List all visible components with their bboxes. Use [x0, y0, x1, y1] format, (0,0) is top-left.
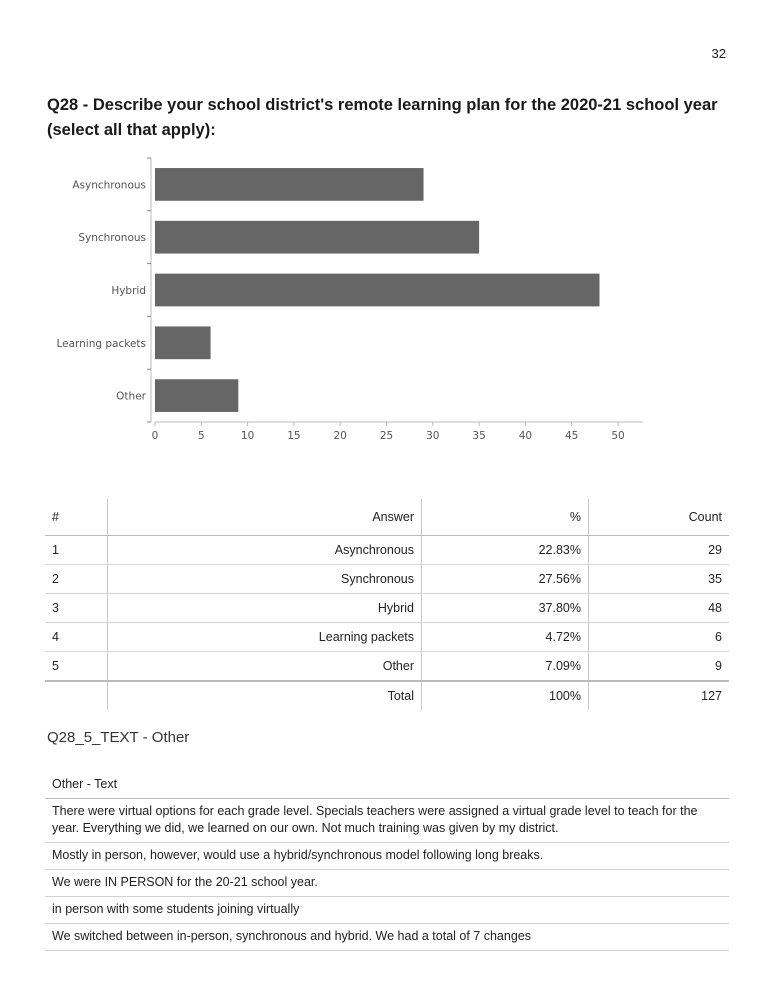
row-answer: Other	[108, 652, 422, 682]
x-tick-label: 25	[379, 430, 394, 442]
other-text-header: Other - Text	[45, 772, 729, 799]
row-pct: 37.80%	[422, 594, 589, 623]
list-item: in person with some students joining virtually	[45, 897, 729, 924]
header-pct: %	[422, 499, 589, 536]
row-num: 1	[45, 536, 108, 565]
total-pct: 100%	[422, 681, 589, 710]
results-table	[45, 499, 729, 710]
bar	[155, 379, 238, 412]
y-category-label: Learning packets	[56, 337, 146, 350]
row-count: 6	[589, 623, 730, 652]
question-title: Q28 - Describe your school district's remote learning plan for the 2020-21 school year (select all that apply):	[47, 96, 718, 139]
x-tick-label: 0	[151, 430, 159, 442]
y-category-label: Hybrid	[111, 285, 146, 297]
row-pct: 27.56%	[422, 565, 589, 594]
page-number: 32	[711, 46, 726, 61]
row-pct: 4.72%	[422, 623, 589, 652]
row-count: 29	[589, 536, 730, 565]
row-answer: Learning packets	[108, 623, 422, 652]
table-header-row	[45, 499, 729, 536]
table-total-row	[45, 681, 729, 710]
table-row	[45, 623, 729, 652]
x-tick-label: 20	[333, 430, 347, 442]
row-count: 35	[589, 565, 730, 594]
list-item: We switched between in-person, synchronous and hybrid. We had a total of 7 changes	[45, 924, 729, 951]
table-row	[45, 536, 729, 565]
row-answer: Hybrid	[108, 594, 422, 623]
other-text-title: Q28_5_TEXT - Other	[47, 729, 190, 746]
bar-chart	[0, 150, 774, 450]
total-num-cell	[45, 681, 108, 710]
table-row	[45, 594, 729, 623]
row-count: 48	[589, 594, 730, 623]
x-tick-label: 15	[287, 430, 301, 442]
x-tick-label: 30	[426, 430, 440, 442]
total-label: Total	[108, 681, 422, 710]
list-item: Mostly in person, however, would use a hybrid/synchronous model following long breaks.	[45, 843, 729, 870]
row-pct: 7.09%	[422, 652, 589, 682]
bar	[155, 274, 599, 307]
row-num: 3	[45, 594, 108, 623]
bar	[155, 326, 211, 359]
table-row	[45, 652, 729, 682]
row-pct: 22.83%	[422, 536, 589, 565]
list-item: There were virtual options for each grade level. Specials teachers were assigned a virtual grade level to teach for the year. Everything we did, we learned on our own. Not much training was given by my district.	[45, 799, 729, 843]
row-answer: Synchronous	[108, 565, 422, 594]
y-category-label: Other	[116, 390, 146, 403]
row-num: 5	[45, 652, 108, 682]
x-tick-label: 35	[472, 430, 486, 442]
total-count: 127	[701, 689, 722, 703]
row-num: 2	[45, 565, 108, 594]
x-tick-label: 45	[565, 430, 579, 442]
y-category-label: Asynchronous	[72, 179, 146, 192]
header-num: #	[45, 499, 108, 536]
header-count: Count	[589, 499, 730, 536]
x-tick-label: 5	[197, 430, 205, 442]
row-answer: Asynchronous	[108, 536, 422, 565]
x-tick-label: 50	[611, 430, 625, 442]
y-category-label: Synchronous	[78, 232, 146, 245]
row-count: 9	[589, 652, 730, 682]
header-answer: Answer	[108, 499, 422, 536]
table-row	[45, 565, 729, 594]
bar	[155, 221, 479, 254]
bar	[155, 168, 424, 201]
x-tick-label: 40	[518, 430, 533, 442]
list-item: We were IN PERSON for the 20-21 school year.	[45, 870, 729, 897]
other-text-list	[45, 772, 729, 951]
row-num: 4	[45, 623, 108, 652]
x-tick-label: 10	[240, 430, 255, 442]
